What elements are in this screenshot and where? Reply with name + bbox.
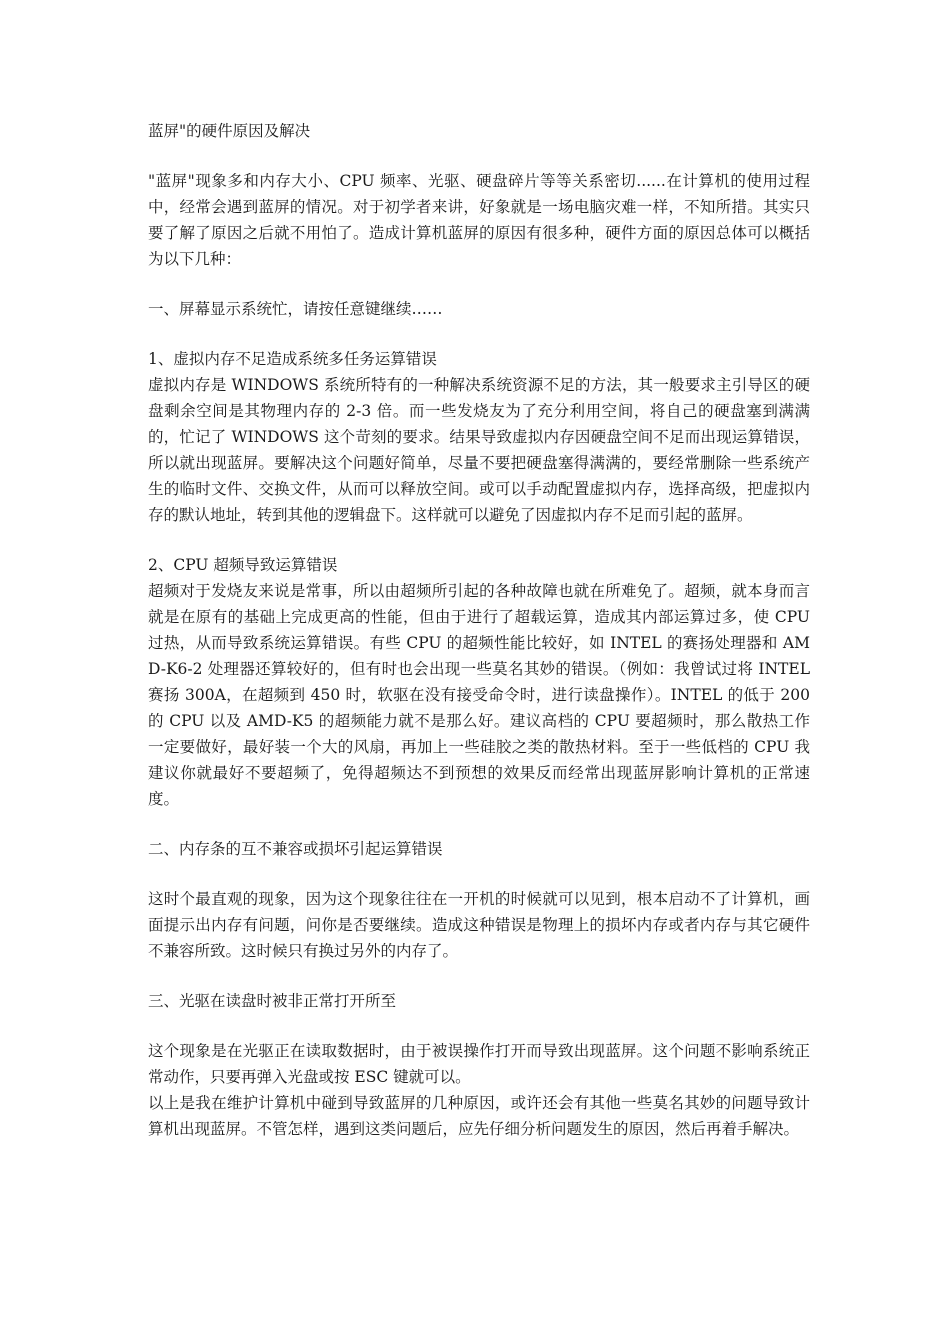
section-paragraph-3: 这个现象是在光驱正在读取数据时，由于被误操作打开而导致出现蓝屏。这个问题不影响系统正常动作，只要再弹入光盘或按 ESC 键就可以。 [148,1042,810,1086]
intro-paragraph: "蓝屏"现象多和内存大小、CPU 频率、光驱、硬盘碎片等等关系密切......在计算机的使用过程中，经常会遇到蓝屏的情况。对于初学者来讲，好象就是一场电脑灾难一样，不知所措。其实只要了解了原因之后就不用怕了。造成计算机蓝屏的原因有很多种，硬件方面的原因总体可以概括为以下几种： [148,172,810,268]
section-heading-1: 一、屏幕显示系统忙，请按任意键继续…… [148,300,443,318]
subsection-heading-1: 1、虚拟内存不足造成系统多任务运算错误 [148,350,437,368]
section-paragraph-2: 这时个最直观的现象，因为这个现象往往在一开机的时候就可以见到，根本启动不了计算机，画面提示出内存有问题，问你是否要继续。造成这种错误是物理上的损坏内存或者内存与其它硬件不兼容所致。这时候只有换过另外的内存了。 [148,890,810,960]
document-title: 蓝屏"的硬件原因及解决 [148,122,311,140]
subsection-heading-2: 2、CPU 超频导致运算错误 [148,556,338,574]
subsection-paragraph-1: 虚拟内存是 WINDOWS 系统所特有的一种解决系统资源不足的方法，其一般要求主引导区的硬盘剩余空间是其物理内存的 2-3 倍。而一些发烧友为了充分利用空间，将自己的硬盘塞到满满的，忙记了 WINDOWS 这个苛刻的要求。结果导致虚拟内存因硬盘空间不足而出现运算错误，所以就出现蓝屏。要解决这个问题好简单，尽量不要把硬盘塞得满满的，要经常删除一些系统产生的临时文件、交换文件，从而可以释放空间。或可以手动配置虚拟内存，选择高级，把虚拟内存的默认地址，转到其他的逻辑盘下。这样就可以避免了因虚拟内存不足而引起的蓝屏。 [148,376,810,524]
subsection-paragraph-2: 超频对于发烧友来说是常事，所以由超频所引起的各种故障也就在所难免了。超频，就本身而言就是在原有的基础上完成更高的性能，但由于进行了超载运算，造成其内部运算过多，使 CPU 过热，从而导致系统运算错误。有些 CPU 的超频性能比较好，如 INTEL 的赛扬处理器和 AMD-K6-2 处理器还算较好的，但有时也会出现一些莫名其妙的错误。（例如：我曾试过将 INTEL 赛扬 300A，在超频到 450 时，软驱在没有接受命令时，进行读盘操作）。INTEL 的低于 200 的 CPU 以及 AMD-K5 的超频能力就不是那么好。建议高档的 CPU 要超频时，那么散热工作一定要做好，最好装一个大的风扇，再加上一些硅胶之类的散热材料。至于一些低档的 CPU 我建议你就最好不要超频了，免得超频达不到预想的效果反而经常出现蓝屏影响计算机的正常速度。 [148,582,815,808]
section-heading-3: 三、光驱在读盘时被非正常打开所至 [148,992,397,1010]
document-body [148,118,815,1142]
section-heading-2: 二、内存条的互不兼容或损坏引起运算错误 [148,840,443,858]
conclusion-paragraph: 以上是我在维护计算机中碰到导致蓝屏的几种原因，或许还会有其他一些莫名其妙的问题导致计算机出现蓝屏。不管怎样，遇到这类问题后，应先仔细分析问题发生的原因，然后再着手解决。 [148,1094,810,1138]
